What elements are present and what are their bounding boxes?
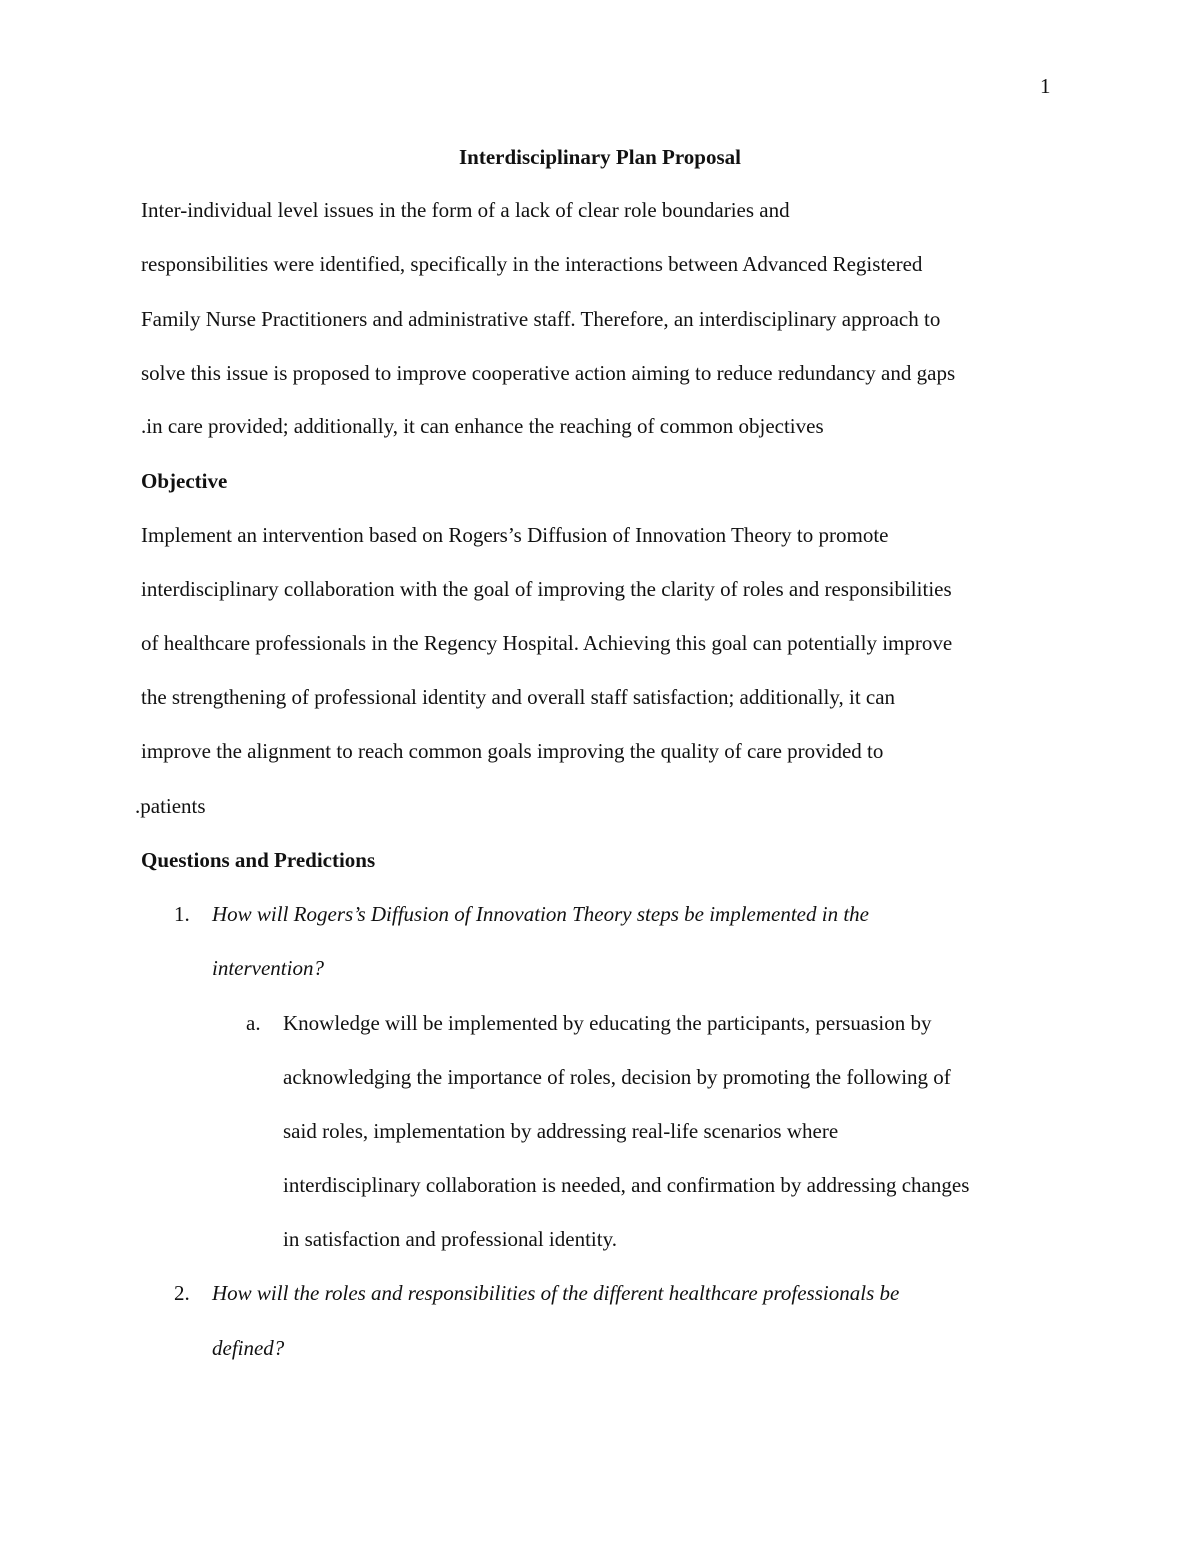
objective-line: the strengthening of professional identity and overall staff satisfaction; additionally, it can <box>141 685 896 709</box>
questions-heading: Questions and Predictions <box>141 848 376 872</box>
list-item-marker: 2. <box>174 1281 190 1305</box>
objective-line: .patients <box>135 794 206 818</box>
objective-heading: Objective <box>141 469 228 493</box>
answer-line: said roles, implementation by addressing real-life scenarios where <box>283 1119 839 1143</box>
answer-line: acknowledging the importance of roles, decision by promoting the following of <box>283 1065 951 1089</box>
answer-line: interdisciplinary collaboration is needed, and confirmation by addressing changes <box>283 1173 970 1197</box>
list-item-marker: 1. <box>174 902 190 926</box>
intro-line: responsibilities were identified, specifically in the interactions between Advanced Registered <box>141 252 923 276</box>
objective-line: Implement an intervention based on Rogers’s Diffusion of Innovation Theory to promote <box>141 523 889 547</box>
question-line: defined? <box>212 1336 285 1360</box>
answer-line: in satisfaction and professional identity. <box>283 1227 617 1251</box>
intro-line: solve this issue is proposed to improve cooperative action aiming to reduce redundancy and gaps <box>141 361 956 385</box>
objective-line: interdisciplinary collaboration with the goal of improving the clarity of roles and responsibilities <box>141 577 952 601</box>
objective-line: of healthcare professionals in the Regency Hospital. Achieving this goal can potentially improve <box>141 631 953 655</box>
document-title: Interdisciplinary Plan Proposal <box>459 145 741 169</box>
intro-line: Inter-individual level issues in the form of a lack of clear role boundaries and <box>141 198 790 222</box>
intro-line: Family Nurse Practitioners and administrative staff. Therefore, an interdisciplinary approach to <box>141 307 941 331</box>
question-line: intervention? <box>212 956 324 980</box>
question-line: How will Rogers’s Diffusion of Innovation Theory steps be implemented in the <box>212 902 869 926</box>
answer-line: Knowledge will be implemented by educating the participants, persuasion by <box>283 1011 932 1035</box>
question-line: How will the roles and responsibilities of the different healthcare professionals be <box>212 1281 900 1305</box>
objective-line: improve the alignment to reach common goals improving the quality of care provided to <box>141 739 884 763</box>
page-number: 1 <box>1040 74 1051 98</box>
sublist-item-marker: a. <box>246 1011 261 1035</box>
intro-line: .in care provided; additionally, it can enhance the reaching of common objectives <box>141 414 824 438</box>
